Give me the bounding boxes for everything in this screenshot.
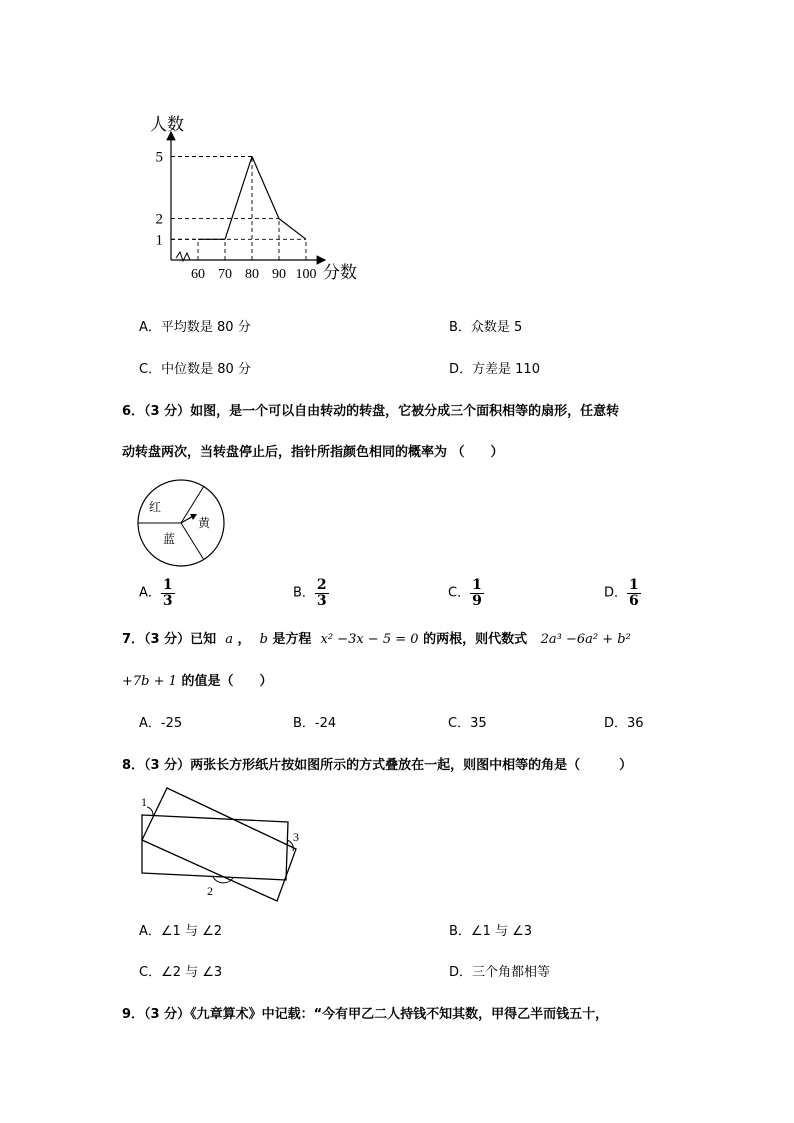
option-letter: B． xyxy=(293,585,315,601)
option-text: 35 xyxy=(470,716,487,731)
q8-option-a[interactable] xyxy=(139,920,222,939)
sector-label-red: 红 xyxy=(149,500,162,514)
q7-option-c[interactable] xyxy=(448,712,487,731)
q6-option-c[interactable] xyxy=(448,578,484,608)
option-letter: B． xyxy=(449,924,471,939)
option-letter: B． xyxy=(449,320,471,335)
q9-stem: 9．（3 分）《九章算术》中记载：“今有甲乙二人持钱不知其数，甲得乙半而钱五十， xyxy=(122,1007,609,1022)
option-letter: D． xyxy=(604,585,628,601)
option-text: -24 xyxy=(314,716,337,731)
q7-option-b[interactable] xyxy=(293,712,336,731)
y-tick-label: 1 xyxy=(155,232,163,249)
fraction: $\frac{1}{6}$ xyxy=(629,577,639,609)
q7-stem-line2: +7b + 1 的值是（ ） xyxy=(122,674,273,689)
x-tick-label: 70 xyxy=(218,267,232,282)
q6-stem-line1: 6．（3 分）如图，是一个可以自由转动的转盘，它被分成三个面积相等的扇形，任意转 xyxy=(122,404,620,419)
option-letter: D． xyxy=(449,965,473,980)
rectangle-tilted xyxy=(142,788,296,901)
x-tick-label: 90 xyxy=(272,267,286,282)
sector-label-yellow: 黄 xyxy=(198,516,211,530)
spinner-figure xyxy=(135,477,230,572)
angle-arc-1 xyxy=(147,807,153,815)
series-segment xyxy=(279,219,306,240)
q5-option-a[interactable] xyxy=(139,316,251,335)
q6-option-b[interactable] xyxy=(293,578,329,608)
sector-label-blue: 蓝 xyxy=(163,532,176,546)
fraction: $\frac{1}{9}$ xyxy=(472,577,482,609)
q5-option-d[interactable] xyxy=(449,358,540,377)
option-letter: D． xyxy=(449,362,473,377)
q5-option-b[interactable] xyxy=(449,316,522,335)
angle-label-3: 3 xyxy=(293,830,299,844)
rectangle-horizontal xyxy=(142,815,288,880)
q7-option-a[interactable] xyxy=(139,712,182,731)
option-letter: A． xyxy=(139,320,161,335)
overlapping-rectangles-figure xyxy=(135,785,305,905)
option-text: 中位数是 80 分 xyxy=(161,362,251,377)
option-letter: A． xyxy=(139,585,161,601)
option-text: 平均数是 80 分 xyxy=(160,320,251,335)
fraction: $\frac{1}{3}$ xyxy=(162,577,173,609)
y-tick-label: 5 xyxy=(155,149,163,166)
option-letter: C． xyxy=(448,585,471,601)
series-segment xyxy=(252,157,279,219)
q6-option-d[interactable] xyxy=(604,578,641,608)
option-text: -25 xyxy=(160,716,183,731)
option-letter: C． xyxy=(139,362,162,377)
y-tick-label: 2 xyxy=(155,211,163,228)
q8-stem: 8．（3 分）两张长方形纸片按如图所示的方式叠放在一起，则图中相等的角是（ ） xyxy=(122,758,633,773)
option-text: ∠2 与 ∠3 xyxy=(161,965,223,980)
option-text: 36 xyxy=(627,716,644,731)
option-letter: C． xyxy=(448,716,471,731)
fraction: $\frac{2}{3}$ xyxy=(316,577,327,609)
q7-stem-line1: 7．（3 分）已知 a ， b 是方程 x² −3x − 5 = 0 的两根，则代数式 2a³ −6a² + b² xyxy=(122,632,631,647)
x-tick-label: 100 xyxy=(295,267,317,282)
angle-label-1: 1 xyxy=(141,795,147,809)
frequency-line-chart xyxy=(140,110,370,290)
q7-option-d[interactable] xyxy=(604,712,644,731)
option-text: 三个角都相等 xyxy=(472,965,551,980)
y-axis-label: 人数 xyxy=(150,115,184,134)
option-letter: A． xyxy=(139,924,161,939)
option-letter: C． xyxy=(139,965,162,980)
q8-option-c[interactable] xyxy=(139,961,222,980)
x-axis-label: 分数 xyxy=(323,263,357,282)
x-tick-label: 80 xyxy=(245,267,259,282)
q5-option-c[interactable] xyxy=(139,358,251,377)
option-letter: D． xyxy=(604,716,628,731)
q6-stem-line2: 动转盘两次，当转盘停止后，指针所指颜色相同的概率为 （ ） xyxy=(122,445,504,460)
option-text: 众数是 5 xyxy=(470,320,523,335)
option-text: 方差是 110 xyxy=(472,362,540,377)
x-tick-label: 60 xyxy=(191,267,205,282)
option-letter: A． xyxy=(139,716,161,731)
series-segment xyxy=(225,157,252,240)
q8-option-d[interactable] xyxy=(449,961,550,980)
q6-option-a[interactable] xyxy=(139,578,175,608)
option-letter: B． xyxy=(293,716,315,731)
option-text: ∠1 与 ∠2 xyxy=(160,924,223,939)
q8-option-b[interactable] xyxy=(449,920,532,939)
option-text: ∠1 与 ∠3 xyxy=(470,924,533,939)
angle-label-2: 2 xyxy=(207,884,213,898)
